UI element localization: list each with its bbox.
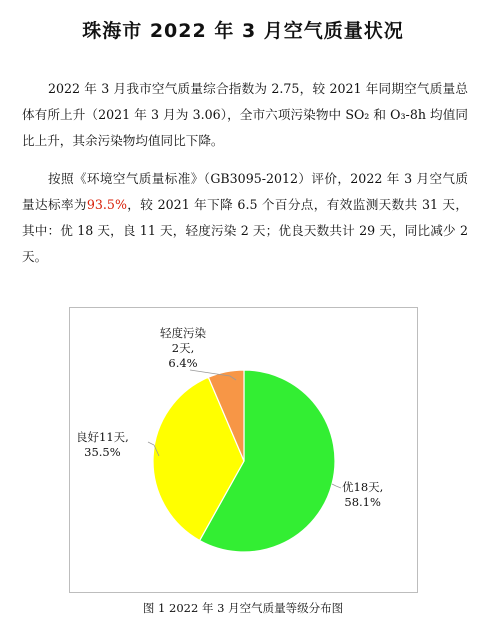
label-light-pollution-percent: 6.4% (168, 356, 198, 370)
compliance-text-post: ，较 2021 年下降 6.5 个百分点，有效监测天数共 31 天，其中：优 18 天，良 11 天，轻度污染 2 天；优良天数共计 29 天，同比减少 2 天。 (22, 197, 469, 264)
label-good-name: 良好 (76, 430, 99, 444)
label-light-pollution (160, 326, 206, 371)
label-excellent-days: 18天, (353, 480, 384, 494)
paragraph-compliance (22, 166, 468, 270)
label-good-percent: 35.5% (84, 445, 121, 459)
label-good (76, 430, 129, 460)
label-good-days: 11天, (99, 430, 129, 444)
label-light-pollution-name: 轻度污染 (160, 326, 206, 340)
label-light-pollution-days: 2天, (171, 341, 195, 355)
page-title: 珠海市 2022 年 3 月空气质量状况 (82, 20, 404, 42)
compliance-rate: 93.5% (86, 197, 127, 212)
label-excellent-percent: 58.1% (344, 495, 381, 509)
paragraph-summary: 2022 年 3 月我市空气质量综合指数为 2.75，较 2021 年同期空气质量总体有所上升（2021 年 3 月为 3.06），全市六项污染物中 SO₂ 和 O₃-8h 均值同比上升，其余污染物均值同比下降。 (22, 81, 468, 148)
leader-line-excellent (332, 484, 341, 488)
label-excellent-name: 优 (342, 480, 354, 494)
figure-caption: 图 1 2022 年 3 月空气质量等级分布图 (142, 601, 344, 615)
pie-chart-frame (69, 307, 418, 593)
label-excellent (342, 480, 383, 510)
compliance-text-pre: 按照《环境空气质量标准》（GB3095-2012）评价，2022 年 3 月空气质量达标率为 (22, 171, 468, 212)
